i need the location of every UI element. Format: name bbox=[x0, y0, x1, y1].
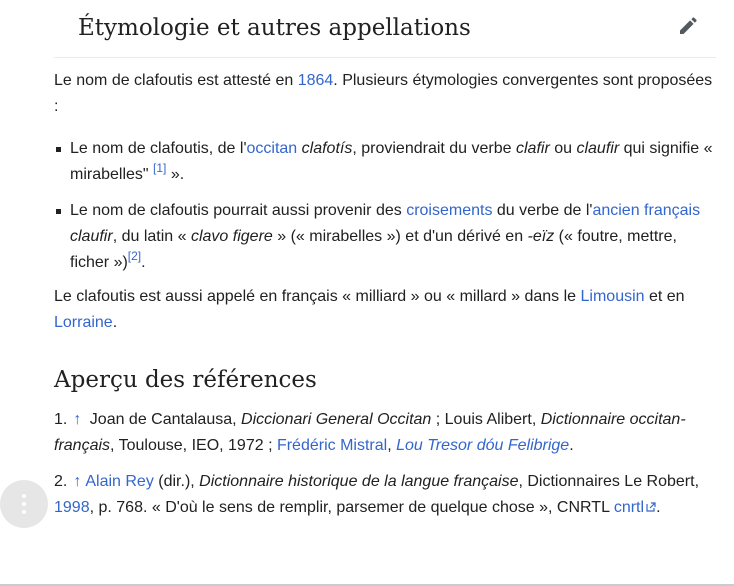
link-1864[interactable]: 1864 bbox=[297, 72, 334, 89]
link-lorraine[interactable]: Lorraine bbox=[54, 314, 113, 331]
list-item bbox=[54, 136, 714, 188]
link-alain-rey[interactable]: Alain Rey bbox=[85, 473, 154, 490]
text: . bbox=[656, 499, 661, 516]
article-content bbox=[54, 0, 716, 516]
link-limousin[interactable]: Limousin bbox=[580, 288, 645, 305]
italic-term: -eïz bbox=[527, 228, 555, 245]
text: » (« mirabelles ») et d'un dérivé en bbox=[272, 228, 528, 245]
text: Le nom de clafoutis pourrait aussi provenir des bbox=[70, 202, 407, 219]
link-occitan[interactable]: occitan bbox=[246, 140, 298, 157]
text: . bbox=[112, 314, 118, 331]
reference-item bbox=[54, 407, 704, 459]
italic-term: claufir bbox=[70, 228, 113, 245]
italic-term: clafotís bbox=[301, 140, 353, 157]
more-vertical-icon bbox=[22, 502, 26, 506]
text: Le nom de clafoutis, de l' bbox=[70, 140, 247, 157]
appellations-paragraph bbox=[54, 284, 714, 336]
section-title: Étymologie et autres appellations bbox=[78, 15, 471, 41]
text: , p. 768. « D'où le sens de remplir, parsemer de quelque chose », CNRTL bbox=[89, 499, 614, 516]
link-cnrtl[interactable] bbox=[614, 499, 656, 516]
link-1998[interactable]: 1998 bbox=[54, 499, 90, 516]
text: et en bbox=[644, 288, 685, 305]
text: . Plusieurs étymologies convergentes sont proposées : bbox=[54, 72, 713, 115]
more-vertical-icon bbox=[22, 510, 26, 514]
italic-term: clafir bbox=[516, 140, 550, 157]
more-options-button[interactable] bbox=[0, 480, 48, 528]
text: qui signifie « mirabelles" bbox=[70, 140, 713, 183]
text: (« foutre, mettre, ficher ») bbox=[70, 228, 677, 271]
intro-paragraph bbox=[54, 68, 714, 120]
link-croisements[interactable]: croisements bbox=[406, 202, 493, 219]
text: du verbe de l' bbox=[492, 202, 593, 219]
text: Le nom de clafoutis est attesté en bbox=[54, 72, 298, 89]
more-vertical-icon bbox=[22, 494, 26, 498]
text: (dir.), bbox=[153, 473, 200, 490]
link-ancien-francais[interactable]: ancien français bbox=[592, 202, 701, 219]
italic-term: clavo figere bbox=[190, 228, 273, 245]
text: . bbox=[569, 437, 574, 454]
italic-title: Dictionnaire historique de la langue française bbox=[199, 473, 519, 490]
text: Le clafoutis est aussi appelé en français « milliard » ou « millard » dans le bbox=[54, 288, 581, 305]
text: Joan de Cantalausa, bbox=[85, 411, 242, 428]
text: , proviendrait du verbe bbox=[352, 140, 516, 157]
reference-item bbox=[54, 469, 704, 521]
link-lou-tresor[interactable]: Lou Tresor dóu Felibrige bbox=[396, 437, 570, 454]
reference-2-link[interactable]: [2] bbox=[127, 249, 142, 263]
pencil-icon[interactable] bbox=[676, 14, 700, 38]
link-frederic-mistral[interactable]: Frédéric Mistral bbox=[276, 437, 388, 454]
text: , Dictionnaires Le Robert, bbox=[518, 473, 700, 490]
text: , bbox=[387, 437, 397, 454]
section-header bbox=[54, 0, 716, 58]
external-link-icon bbox=[646, 502, 656, 512]
text: ou bbox=[549, 140, 577, 157]
italic-title: Dictionnaire occitan-français bbox=[54, 411, 686, 454]
etymology-list bbox=[54, 136, 714, 286]
reference-number: 1. bbox=[54, 411, 68, 428]
references-title: Aperçu des références bbox=[54, 367, 317, 393]
list-item bbox=[54, 198, 714, 276]
references-list bbox=[54, 407, 704, 531]
text: ; Louis Alibert, bbox=[431, 411, 541, 428]
link-label: cnrtl bbox=[613, 499, 645, 516]
back-to-citation-link[interactable]: ↑ bbox=[73, 411, 82, 428]
italic-term: claufir bbox=[576, 140, 620, 157]
reference-1-link[interactable]: [1] bbox=[153, 161, 167, 175]
text: , Toulouse, IEO, 1972 ; bbox=[110, 437, 277, 454]
text: . bbox=[141, 254, 146, 271]
back-to-citation-link[interactable]: ↑ bbox=[73, 473, 82, 490]
text: , du latin « bbox=[112, 228, 191, 245]
text: ». bbox=[166, 166, 185, 183]
italic-title: Diccionari General Occitan bbox=[241, 411, 432, 428]
reference-number: 2. bbox=[54, 473, 68, 490]
